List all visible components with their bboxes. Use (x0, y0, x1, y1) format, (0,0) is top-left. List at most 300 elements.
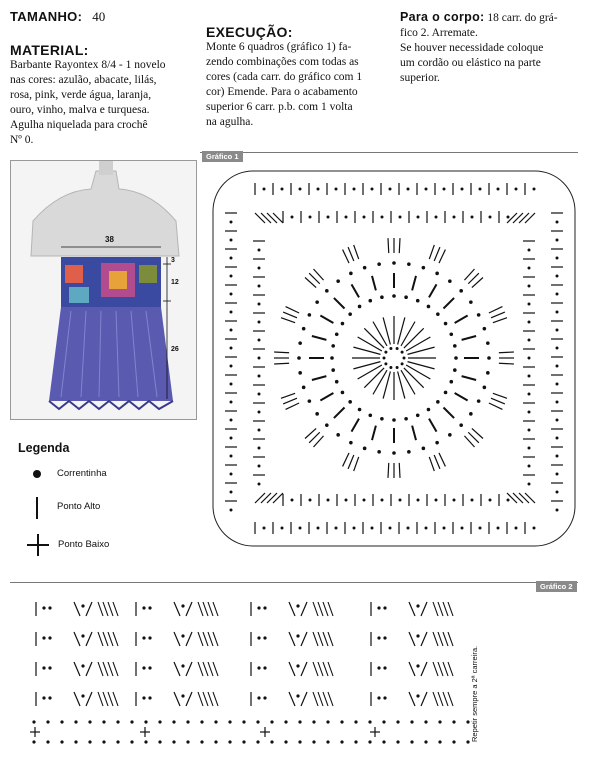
pattern-slash-mark (174, 602, 180, 616)
chain-dot-mark (299, 527, 302, 530)
chain-dot-mark (377, 666, 380, 669)
chain-dot-mark (270, 720, 273, 723)
chain-dot-mark (528, 447, 531, 450)
ring-stitch-mark (334, 407, 345, 418)
chain-dot-mark (312, 740, 315, 743)
chain-dot-mark (291, 216, 294, 219)
chain-dot-mark (507, 216, 510, 219)
pattern-slash-mark (409, 662, 415, 676)
chain-dot-mark (228, 720, 231, 723)
pattern-slash-mark (313, 692, 318, 706)
chain-dot-mark (459, 423, 463, 427)
chain-dot-mark (42, 666, 45, 669)
pattern-slash-mark (203, 602, 208, 616)
pattern-slash-mark (421, 602, 427, 616)
center-stitch-mark (404, 368, 424, 388)
cluster-stitch-mark (281, 318, 295, 323)
chain-dot-mark (308, 399, 312, 403)
chain-dot-mark (407, 450, 411, 454)
corpo-line: superior. (400, 72, 440, 84)
chain-dot-mark (327, 499, 330, 502)
pattern-slash-mark (323, 692, 328, 706)
pattern-slash-mark (98, 692, 103, 706)
material-heading: MATERIAL: (10, 42, 89, 58)
chain-dot-mark (422, 447, 426, 451)
chain-dot-mark (556, 455, 559, 458)
pattern-slash-mark (174, 662, 180, 676)
cluster-stitch-mark (348, 247, 354, 261)
chain-dot-mark (258, 303, 261, 306)
pattern-slash-mark (421, 692, 427, 706)
chain-dot-mark (363, 499, 366, 502)
chain-dot-mark (396, 347, 399, 350)
chain-dot-mark (291, 499, 294, 502)
pattern-slash-mark (113, 632, 118, 646)
chain-dot-mark (257, 666, 260, 669)
chain-dot-mark (354, 720, 357, 723)
chain-dot-mark (330, 356, 334, 360)
chain-dot-mark (453, 499, 456, 502)
chain-dot-mark (258, 321, 261, 324)
corner-stitch-mark (525, 493, 535, 503)
chain-dot-mark (489, 499, 492, 502)
chain-dot-mark (469, 300, 473, 304)
chain-dot-mark (483, 386, 487, 390)
corner-stitch-mark (273, 213, 283, 223)
chain-dot-mark (556, 419, 559, 422)
pattern-slash-mark (289, 662, 295, 676)
chain-dot-mark (368, 299, 372, 303)
ring-stitch-mark (443, 407, 454, 418)
chain-dot-mark (335, 527, 338, 530)
ring-stitch-mark (312, 336, 326, 340)
chain-dot-mark (230, 221, 233, 224)
pattern-slash-mark (108, 662, 113, 676)
chain-dot-mark (363, 266, 367, 270)
chain-dot-mark (556, 293, 559, 296)
chain-dot-mark (436, 400, 440, 404)
chain-dot-mark (284, 740, 287, 743)
pattern-slash-mark (74, 692, 80, 706)
chain-dot-mark (60, 720, 63, 723)
pattern-slash-mark (86, 602, 92, 616)
pattern-slash-mark (86, 632, 92, 646)
chain-dot-mark (144, 720, 147, 723)
ring-stitch-mark (462, 336, 476, 340)
execucao-line: superior 6 carr. p.b. com 1 volta (206, 101, 353, 113)
chain-dot-mark (383, 666, 386, 669)
chain-dot-mark (296, 634, 299, 637)
pattern-slash-mark (409, 692, 415, 706)
chain-dot-mark (528, 375, 531, 378)
chain-dot-mark (148, 636, 151, 639)
chain-dot-mark (258, 447, 261, 450)
pattern-slash-mark (448, 662, 453, 676)
chain-dot-mark (382, 740, 385, 743)
chain-dot-mark (74, 720, 77, 723)
chain-dot-mark (353, 188, 356, 191)
chain-dot-mark (349, 272, 353, 276)
pattern-slash-mark (301, 602, 307, 616)
chain-dot-mark (181, 664, 184, 667)
ring-stitch-mark (372, 276, 376, 290)
chain-dot-mark (48, 696, 51, 699)
pattern-slash-mark (289, 632, 295, 646)
chain-dot-mark (444, 391, 448, 395)
garment-photo (10, 160, 197, 420)
chain-dot-mark (396, 720, 399, 723)
chain-dot-mark (422, 266, 426, 270)
chain-dot-mark (48, 636, 51, 639)
chain-dot-mark (489, 216, 492, 219)
corner-stitch-mark (519, 213, 529, 223)
chain-dot-mark (407, 527, 410, 530)
chain-dot-mark (384, 351, 387, 354)
chain-dot-mark (302, 327, 306, 331)
pattern-slash-mark (438, 632, 443, 646)
measure-bottom: 26 (171, 346, 179, 353)
chain-dot-mark (258, 249, 261, 252)
chain-dot-mark (416, 413, 420, 417)
chain-dot-mark (148, 666, 151, 669)
cluster-stitch-mark (343, 453, 349, 467)
pattern-slash-mark (433, 692, 438, 706)
chain-dot-mark (453, 368, 457, 372)
chain-dot-mark (348, 312, 352, 316)
pattern-slash-mark (328, 632, 333, 646)
corner-stitch-mark (267, 493, 277, 503)
chain-dot-mark (228, 740, 231, 743)
chain-dot-mark (417, 499, 420, 502)
chain-dot-mark (416, 604, 419, 607)
chain-dot-mark (258, 267, 261, 270)
ring-stitch-mark (429, 419, 437, 432)
center-stitch-mark (364, 368, 384, 388)
chain-dot-mark (230, 419, 233, 422)
chain-dot-mark (424, 720, 427, 723)
pattern-slash-mark (186, 632, 192, 646)
chain-dot-mark (556, 383, 559, 386)
chain-dot-mark (142, 666, 145, 669)
material-text (10, 58, 200, 148)
pattern-slash-mark (213, 602, 218, 616)
plus-symbol-icon (27, 534, 49, 556)
cluster-stitch-mark (429, 457, 434, 471)
chain-dot-mark (377, 606, 380, 609)
pattern-slash-mark (198, 632, 203, 646)
chain-dot-mark (435, 216, 438, 219)
chain-dot-mark (392, 261, 396, 265)
pattern-slash-mark (113, 692, 118, 706)
chain-dot-mark (331, 344, 335, 348)
pattern-slash-mark (108, 602, 113, 616)
chain-dot-mark (230, 383, 233, 386)
chain-dot-mark (483, 327, 487, 331)
chain-dot-mark (42, 636, 45, 639)
chain-dot-mark (453, 344, 457, 348)
chain-dot-mark (363, 216, 366, 219)
ring-stitch-mark (443, 298, 454, 309)
chain-dot-mark (556, 257, 559, 260)
cluster-stitch-mark (399, 463, 400, 478)
chain-dot-mark (258, 465, 261, 468)
cluster-stitch-mark (388, 463, 389, 478)
chain-dot-mark (380, 417, 384, 421)
chain-dot-mark (452, 720, 455, 723)
cluster-stitch-mark (491, 398, 505, 404)
material-line: Nº 0. (10, 134, 34, 146)
chain-dot-mark (230, 257, 233, 260)
chain-dot-mark (438, 720, 441, 723)
pattern-slash-mark (323, 602, 328, 616)
execucao-line: zendo combinações com todas as (206, 56, 359, 68)
pattern-slash-mark (318, 662, 323, 676)
pattern-slash-mark (86, 692, 92, 706)
chain-dot-mark (528, 465, 531, 468)
chain-dot-mark (454, 356, 458, 360)
chain-dot-mark (88, 720, 91, 723)
chain-dot-mark (230, 329, 233, 332)
ring-stitch-mark (312, 376, 326, 380)
pattern-slash-mark (198, 662, 203, 676)
chain-dot-mark (528, 339, 531, 342)
pattern-slash-mark (203, 692, 208, 706)
chain-dot-mark (377, 262, 381, 266)
chain-dot-mark (116, 740, 119, 743)
chain-dot-mark (389, 366, 392, 369)
chain-dot-mark (399, 499, 402, 502)
pattern-slash-mark (328, 602, 333, 616)
chain-dot-mark (81, 604, 84, 607)
material-line: rosa, pink, verde água, laranja, (10, 89, 152, 101)
chain-dot-mark (448, 433, 452, 437)
chain-dot-mark (435, 272, 439, 276)
execution-heading: EXECUÇÃO: (206, 24, 293, 40)
chain-dot-mark (341, 322, 345, 326)
chain-dot-mark (556, 401, 559, 404)
chain-dot-mark (116, 720, 119, 723)
chain-dot-mark (443, 527, 446, 530)
pattern-slash-mark (208, 632, 213, 646)
pattern-slash-mark (74, 632, 80, 646)
corner-stitch-mark (261, 493, 271, 503)
body-text (400, 26, 590, 86)
chain-dot-mark (263, 636, 266, 639)
chain-dot-mark (416, 694, 419, 697)
corner-stitch-mark (507, 493, 517, 503)
grafico2-chart (28, 592, 478, 752)
chain-dot-mark (410, 720, 413, 723)
corner-stitch-mark (261, 213, 271, 223)
pattern-slash-mark (448, 602, 453, 616)
ring-stitch-mark (320, 393, 333, 401)
chain-dot-mark (230, 491, 233, 494)
material-line: Agulha niquelada para crochê (10, 119, 148, 131)
chain-dot-mark (533, 527, 536, 530)
chain-dot-mark (325, 423, 329, 427)
chain-dot-mark (515, 527, 518, 530)
pattern-slash-mark (208, 692, 213, 706)
corpo-line: fico 2. Arremate. (400, 27, 478, 39)
mannequin-illustration (11, 161, 196, 419)
chain-dot-mark (471, 216, 474, 219)
chain-dot-mark (556, 275, 559, 278)
chain-dot-mark (230, 275, 233, 278)
chain-dot-mark (556, 437, 559, 440)
chain-dot-mark (389, 527, 392, 530)
legend-item-correntinha: Correntinha (57, 468, 107, 479)
cluster-stitch-mark (348, 455, 354, 469)
chain-dot-mark (331, 368, 335, 372)
chain-dot-mark (425, 527, 428, 530)
chain-dot-mark (436, 312, 440, 316)
chain-dot-mark (60, 740, 63, 743)
chain-dot-mark (257, 606, 260, 609)
chain-dot-mark (142, 606, 145, 609)
chain-dot-mark (81, 634, 84, 637)
chain-dot-mark (515, 188, 518, 191)
chain-dot-mark (358, 305, 362, 309)
pattern-slash-mark (103, 632, 108, 646)
chain-dot-mark (256, 740, 259, 743)
grafico2-note: Repetir sempre a 2ª carreira. (470, 645, 479, 742)
pattern-slash-mark (313, 662, 318, 676)
chain-dot-mark (461, 188, 464, 191)
chain-dot-mark (427, 305, 431, 309)
chain-dot-mark (425, 188, 428, 191)
cluster-stitch-mark (499, 352, 514, 353)
pattern-slash-mark (323, 632, 328, 646)
pattern-slash-mark (113, 662, 118, 676)
chain-dot-mark (172, 740, 175, 743)
chain-dot-mark (257, 696, 260, 699)
chain-dot-mark (556, 491, 559, 494)
chain-dot-mark (479, 188, 482, 191)
chain-dot-mark (469, 412, 473, 416)
chain-dot-mark (528, 357, 531, 360)
ring-stitch-mark (412, 426, 416, 440)
cluster-stitch-mark (493, 393, 507, 398)
pattern-slash-mark (186, 662, 192, 676)
chain-dot-mark (403, 357, 406, 360)
chain-dot-mark (42, 696, 45, 699)
body-heading: Para o corpo: (400, 10, 485, 24)
chain-dot-mark (186, 720, 189, 723)
chain-dot-mark (258, 357, 261, 360)
chain-dot-mark (317, 527, 320, 530)
chain-dot-mark (416, 664, 419, 667)
grafico1-chart (205, 163, 585, 558)
pattern-slash-mark (98, 632, 103, 646)
cluster-stitch-mark (399, 238, 400, 253)
corner-stitch-mark (513, 213, 523, 223)
pattern-slash-mark (208, 602, 213, 616)
pattern-slash-mark (98, 602, 103, 616)
legend-item-ponto-alto: Ponto Alto (57, 501, 101, 512)
chain-dot-mark (381, 499, 384, 502)
pattern-slash-mark (438, 662, 443, 676)
pattern-slash-mark (421, 632, 427, 646)
chain-dot-mark (349, 441, 353, 445)
chain-dot-mark (325, 289, 329, 293)
cluster-stitch-mark (489, 403, 503, 409)
chain-dot-mark (382, 720, 385, 723)
chain-dot-mark (528, 249, 531, 252)
chain-dot-mark (377, 636, 380, 639)
grafico1-tag: Gráfico 1 (202, 151, 243, 162)
chain-dot-mark (296, 664, 299, 667)
chain-dot-mark (507, 499, 510, 502)
cluster-stitch-mark (489, 307, 503, 313)
chain-dot-mark (335, 332, 339, 336)
chain-dot-mark (479, 527, 482, 530)
chain-dot-mark (410, 740, 413, 743)
chain-dot-mark (256, 720, 259, 723)
chain-dot-mark (477, 313, 481, 317)
center-stitch-mark (404, 328, 424, 348)
chain-dot-mark (230, 473, 233, 476)
corpo-line: Se houver necessidade coloque (400, 42, 544, 54)
chain-dot-mark (336, 433, 340, 437)
cluster-stitch-mark (343, 250, 349, 264)
chain-dot-mark (389, 347, 392, 350)
pattern-slash-mark (443, 662, 448, 676)
execucao-line: cor) Emende. Para o acabamento (206, 86, 358, 98)
pattern-slash-mark (328, 662, 333, 676)
chain-dot-mark (298, 740, 301, 743)
pattern-slash-mark (328, 692, 333, 706)
chain-dot-mark (214, 740, 217, 743)
corner-stitch-mark (525, 213, 535, 223)
chain-dot-mark (556, 365, 559, 368)
chain-dot-mark (404, 295, 408, 299)
chain-dot-mark (326, 720, 329, 723)
cluster-stitch-mark (274, 363, 289, 364)
chain-dot-mark (263, 696, 266, 699)
chain-dot-mark (74, 740, 77, 743)
chain-dot-mark (392, 418, 396, 422)
chain-dot-mark (486, 371, 490, 375)
chain-dot-mark (528, 321, 531, 324)
ring-stitch-mark (334, 298, 345, 309)
pattern-slash-mark (186, 602, 192, 616)
pattern-slash-mark (74, 662, 80, 676)
cluster-stitch-mark (283, 312, 297, 318)
pattern-slash-mark (289, 692, 295, 706)
measure-mid: 12 (171, 279, 179, 286)
chain-dot-mark (363, 447, 367, 451)
chain-dot-mark (144, 740, 147, 743)
cluster-stitch-mark (286, 307, 300, 313)
pattern-slash-mark (113, 602, 118, 616)
cluster-stitch-mark (388, 238, 389, 253)
chain-dot-mark (384, 362, 387, 365)
chain-dot-mark (340, 740, 343, 743)
chain-dot-mark (230, 293, 233, 296)
chain-dot-mark (327, 216, 330, 219)
pattern-slash-mark (203, 662, 208, 676)
chain-dot-mark (497, 527, 500, 530)
chain-dot-mark (230, 365, 233, 368)
chain-dot-mark (461, 527, 464, 530)
cluster-stitch-mark (354, 245, 359, 259)
chain-dot-mark (242, 740, 245, 743)
chain-dot-mark (399, 216, 402, 219)
size-label: TAMANHO: (10, 9, 83, 24)
chain-dot-mark (417, 216, 420, 219)
pattern-slash-mark (433, 662, 438, 676)
chain-dot-mark (497, 188, 500, 191)
